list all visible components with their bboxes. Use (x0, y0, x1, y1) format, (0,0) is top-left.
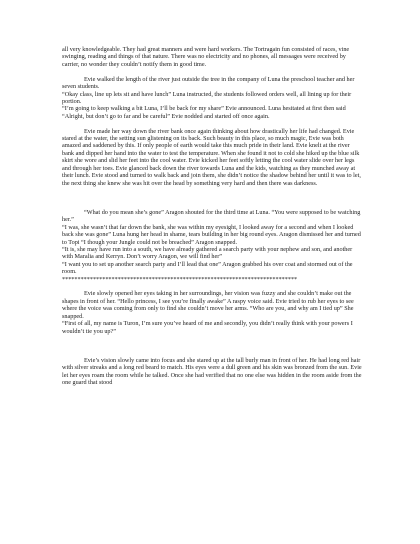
scene-separator: **************************************************************************** (62, 275, 298, 283)
paragraph: “I want you to set up another search party and I’ll lead that one” Aragon grabbed his over coat and stormed out of the room. (62, 260, 353, 276)
paragraph: “Okay class, line up lets sit and have lunch” Luna instructed, the students followed orders well, all lining up for their portion. (62, 90, 352, 105)
paragraph: Evie’s vision slowly came into focus and she stared up at the tall burly man in front of her. He had long red hair with silver streaks and a long red beard to match. His eyes were a dull green and his skin was bronzed from the sun. Evie let her eyes roam the room while he talked. Once she had verified that no one else was hidden in the room aside from the one guard that stood (62, 356, 362, 387)
paragraph: “It is, she may have run into a south, we have already gathered a search party with your nephew and son, and another with Maralia and Kerryn. Don’t worry Aragon, we will find her” (62, 245, 353, 261)
paragraph: “I’m going to keep walking a bit Luna, I’ll be back for my share” Evie announced. Luna hesitated at first then said “Alright, but don’t go to far and be careful” Evie nodded and started off once again. (62, 105, 346, 120)
paragraph: Evie made her way down the river bank once again thinking about how drastically her life had changed. Evie stared at the water, the setting sun glistening on its back. Such beauty in this place, so much magic, Evie was both amazed and saddened by this. If only people of earth would take this much pride in their land. Evie knelt at the river bank and dipped her hand into the water to test the temperature. When she found it not to cold she hiked up the blue silk skirt she wore and slid her feet into the cool water. Evie kicked her feet softly letting the cool water slide over her legs and through her toes. Evie glanced back down the river towards Luna and the kids, watching as they munched away at their lunch. Evie stood and turned to walk back and join them, she didn’t notice the shadow behind her until it was to let, the next thing she knew she was hit over the head by something very hard and then there was darkness. (62, 127, 361, 187)
document-page (62, 46, 362, 387)
paragraph: Evie slowly opened her eyes taking in her surroundings, her vision was fuzzy and she couldn’t make out the shapes in front of her. “Hello princess, I see you’re finally awake” A raspy voice said. Evie tried to rub her eyes to see where the voice was coming from only to find she couldn’t move her arms. “Who are you, and why am I tied up” She snapped. (62, 290, 354, 320)
paragraph: Evie walked the length of the river just outside the tree in the company of Luna the preschool teacher and her seven students. (62, 75, 355, 91)
paragraph: “What do you mean she’s gone” Aragon shouted for the third time at Luna. “You were supposed to be watching her.” (62, 208, 361, 224)
paragraph: all very knowledgeable. They had great manners and were hard workers. The Tortragain fun consisted of races, vine swinging, reading and things of that nature. There was no electricity and no phones, all messages were received by carrier, no wonder they couldn’t notify them in good time. (62, 46, 350, 68)
paragraph: “First of all, my name is Turon, I’m sure you’ve heard of me and secondly, you didn’t really think with your powers I wouldn’t tie you up?” (62, 320, 353, 335)
paragraph: “I was, she wasn’t that far down the bank, she was within my eyesight, I looked away for a second and when I looked back she was gone” Luna hung her head in shame, tears building in her big round eyes. Aragon dismissed her and turned to Topi “I though your Jungle could not be breached” Aragon snapped. (62, 223, 361, 246)
